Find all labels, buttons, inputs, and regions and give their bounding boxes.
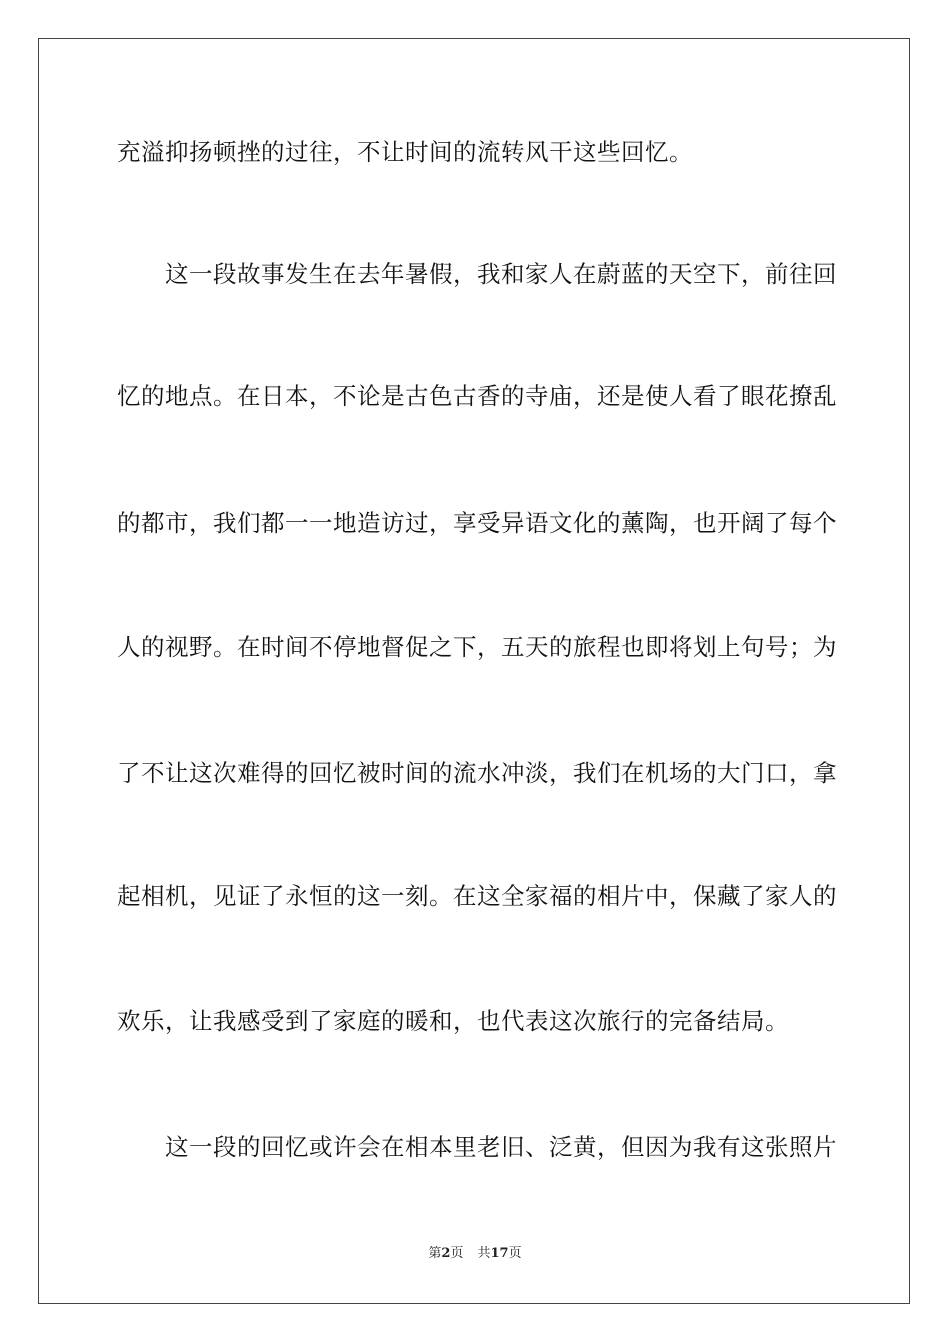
total-suffix: 页 xyxy=(508,1246,522,1261)
page-number: 2 xyxy=(441,1246,451,1261)
text-line-8: 欢乐，让我感受到了家庭的暖和，也代表这次旅行的完备结局。 xyxy=(117,1007,789,1035)
text-line-2: 这一段故事发生在去年暑假，我和家人在蔚蓝的天空下，前往回 xyxy=(165,260,837,288)
text-line-4: 的都市，我们都一一地造访过，享受异语文化的薰陶，也开阔了每个 xyxy=(117,509,837,537)
page-suffix: 页 xyxy=(450,1246,464,1261)
total-prefix: 共 xyxy=(477,1246,491,1261)
text-line-3: 忆的地点。在日本，不论是古色古香的寺庙，还是使人看了眼花撩乱 xyxy=(117,382,837,410)
text-line-5: 人的视野。在时间不停地督促之下，五天的旅程也即将划上句号；为 xyxy=(117,633,837,661)
page-footer xyxy=(0,1245,950,1263)
total-pages: 17 xyxy=(490,1246,509,1261)
page-prefix: 第 xyxy=(428,1246,442,1261)
text-line-9: 这一段的回忆或许会在相本里老旧、泛黄，但因为我有这张照片 xyxy=(165,1133,837,1161)
page-border xyxy=(38,38,910,1304)
text-line-7: 起相机，见证了永恒的这一刻。在这全家福的相片中，保藏了家人的 xyxy=(117,882,837,910)
text-line-6: 了不让这次难得的回忆被时间的流水冲淡，我们在机场的大门口，拿 xyxy=(117,759,837,787)
text-line-1: 充溢抑扬顿挫的过往，不让时间的流转风干这些回忆。 xyxy=(117,138,693,166)
